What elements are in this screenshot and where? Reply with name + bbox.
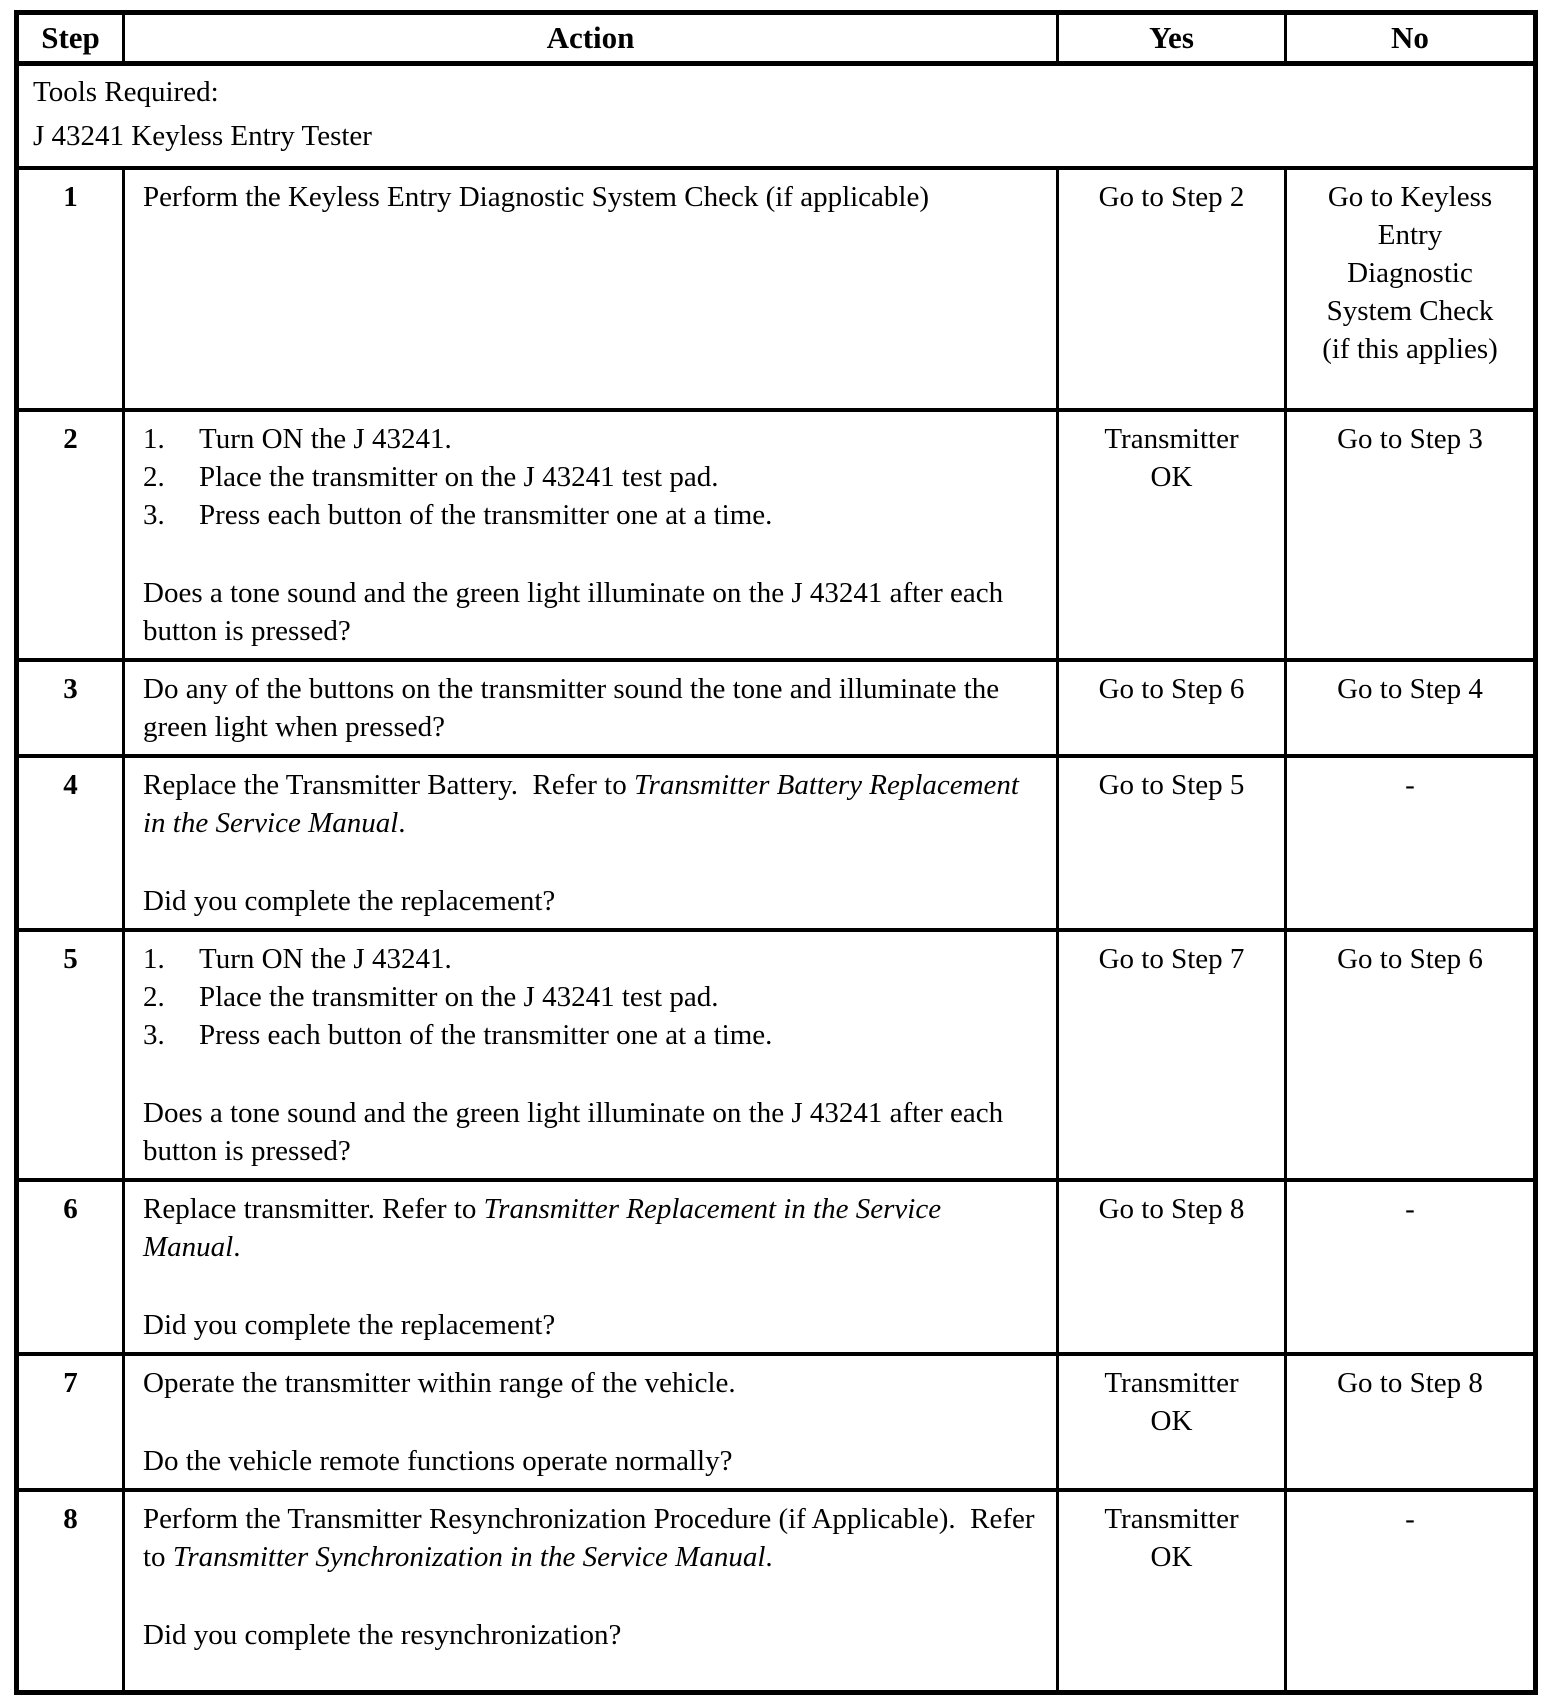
ordered-list [143, 420, 1040, 534]
table-row-step-4 [19, 758, 1533, 932]
table-row-step-7 [19, 1356, 1533, 1492]
step-number: 5 [19, 932, 125, 1178]
list-item: 2. Place the transmitter on the J 43241 test pad. [143, 461, 719, 493]
action-cell [125, 758, 1059, 928]
action-paragraph: Replace the Transmitter Battery. Refer to Transmitter Battery Replacement in the Service Manual. [143, 769, 1027, 839]
column-header-no: No [1391, 20, 1429, 55]
action-paragraph: Do the vehicle remote functions operate normally? [143, 1445, 733, 1477]
yes-cell: Transmitter OK [1059, 1356, 1287, 1488]
step-number: 7 [19, 1356, 125, 1488]
column-header-step: Step [19, 15, 125, 61]
list-item: 1. Turn ON the J 43241. [143, 943, 452, 975]
action-cell [125, 932, 1059, 1178]
yes-cell: Transmitter OK [1059, 412, 1287, 658]
no-cell: Go to Keyless Entry Diagnostic System Check (if this applies) [1322, 181, 1498, 365]
action-paragraph: Does a tone sound and the green light illuminate on the J 43241 after each button is pressed? [143, 577, 1011, 647]
action-paragraph: Did you complete the resynchronization? [143, 1619, 622, 1651]
table-row-step-3 [19, 662, 1533, 758]
column-header-action: Action [125, 15, 1059, 61]
no-cell: Go to Step 3 [1337, 423, 1483, 455]
table-row-step-5 [19, 932, 1533, 1182]
table-row-step-1 [19, 170, 1533, 412]
table-row-step-2 [19, 412, 1533, 662]
no-cell: Go to Step 4 [1337, 673, 1483, 705]
action-cell [125, 662, 1059, 754]
action-paragraph: Did you complete the replacement? [143, 885, 556, 917]
table-header-row [19, 15, 1533, 66]
manual-reference: Transmitter Battery Replacement in the Service Manual [143, 769, 1027, 839]
step-number: 1 [19, 170, 125, 408]
action-paragraph: Do any of the buttons on the transmitter sound the tone and illuminate the green light when pressed? [143, 673, 1007, 743]
yes-cell: Go to Step 5 [1059, 758, 1287, 928]
action-cell [125, 1356, 1059, 1488]
action-paragraph: Does a tone sound and the green light illuminate on the J 43241 after each button is pressed? [143, 1097, 1011, 1167]
yes-cell: Go to Step 6 [1059, 662, 1287, 754]
no-cell: - [1405, 1193, 1415, 1225]
tools-required-row [19, 66, 1533, 170]
tools-required-item: J 43241 Keyless Entry Tester [33, 120, 372, 152]
table-row-step-6 [19, 1182, 1533, 1356]
action-paragraph: Did you complete the replacement? [143, 1309, 556, 1341]
action-paragraph: Perform the Keyless Entry Diagnostic System Check (if applicable) [143, 181, 930, 213]
ordered-list [143, 940, 1040, 1054]
action-paragraph: Operate the transmitter within range of the vehicle. [143, 1367, 736, 1399]
manual-reference: Transmitter Replacement in the Service Manual [143, 1193, 949, 1263]
diagnostic-table [14, 10, 1538, 1695]
step-number: 6 [19, 1182, 125, 1352]
action-cell [125, 1182, 1059, 1352]
no-cell: Go to Step 6 [1337, 943, 1483, 975]
yes-cell: Go to Step 7 [1059, 932, 1287, 1178]
table-row-step-8 [19, 1492, 1533, 1690]
list-item: 1. Turn ON the J 43241. [143, 423, 452, 455]
manual-reference: Transmitter Synchronization in the Service Manual [172, 1541, 766, 1573]
yes-cell: Transmitter OK [1059, 1492, 1287, 1690]
step-number: 3 [19, 662, 125, 754]
action-paragraph: Replace transmitter. Refer to Transmitter Replacement in the Service Manual. [143, 1193, 949, 1263]
tools-required-label: Tools Required: [33, 76, 219, 108]
step-number: 2 [19, 412, 125, 658]
action-cell [125, 412, 1059, 658]
no-cell: - [1405, 769, 1415, 801]
step-number: 4 [19, 758, 125, 928]
yes-cell: Go to Step 8 [1059, 1182, 1287, 1352]
tools-required-cell [19, 66, 1533, 166]
list-item: 3. Press each button of the transmitter one at a time. [143, 499, 773, 531]
column-header-yes: Yes [1059, 15, 1287, 61]
step-number: 8 [19, 1492, 125, 1690]
yes-cell: Go to Step 2 [1059, 170, 1287, 408]
list-item: 2. Place the transmitter on the J 43241 test pad. [143, 981, 719, 1013]
list-item: 3. Press each button of the transmitter one at a time. [143, 1019, 773, 1051]
no-cell: Go to Step 8 [1337, 1367, 1483, 1399]
action-cell [125, 170, 1059, 408]
action-paragraph: Perform the Transmitter Resynchronization Procedure (if Applicable). Refer to Transmitter Synchronization in the Service Manual. [143, 1503, 1042, 1573]
no-cell: - [1405, 1503, 1415, 1535]
action-cell [125, 1492, 1059, 1690]
